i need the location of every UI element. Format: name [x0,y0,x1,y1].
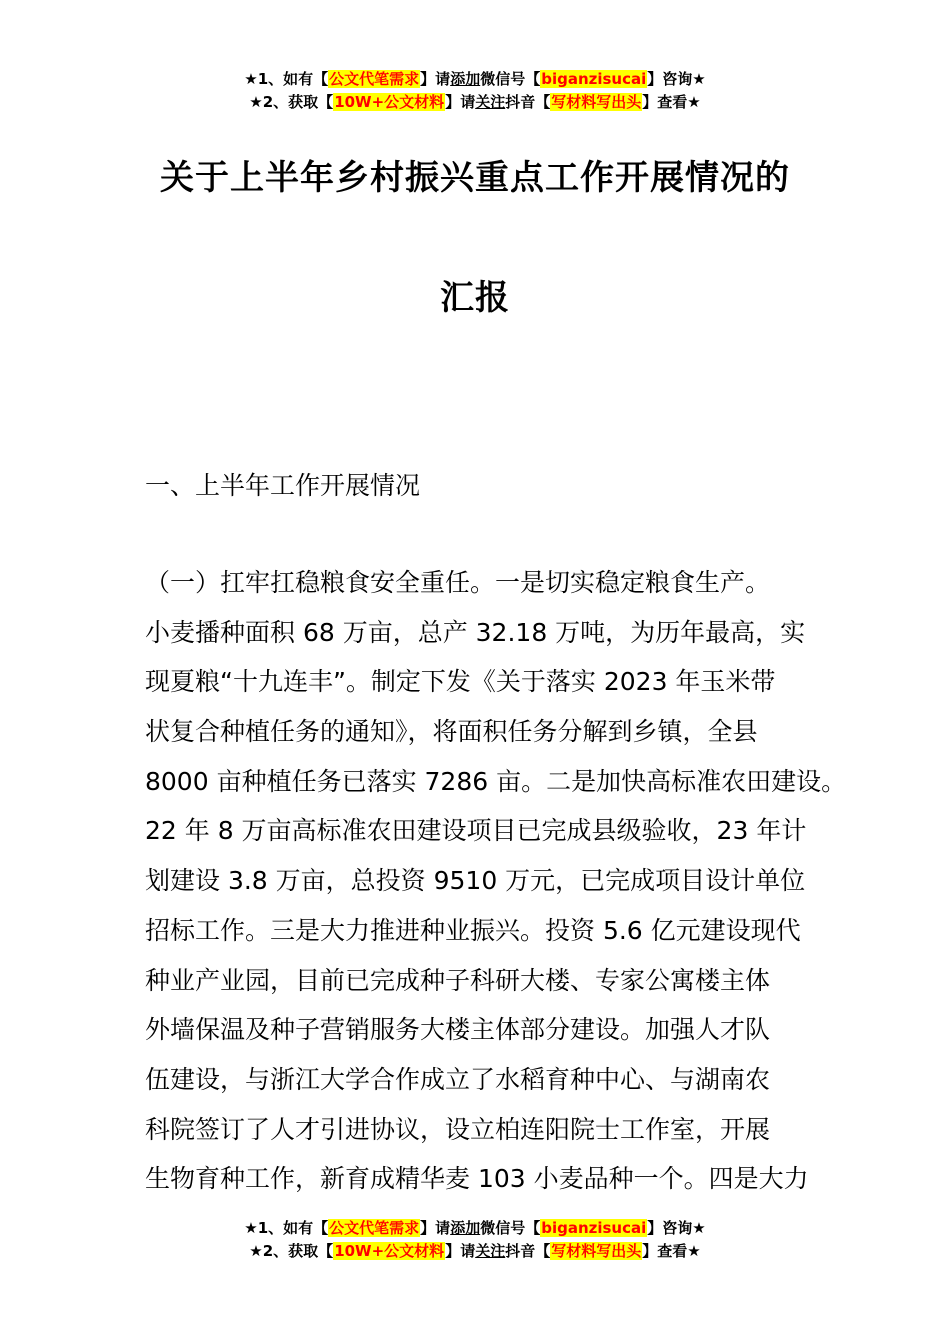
promo-line-2 [0,1240,950,1263]
body-line: 现夏粮“十九连丰”。制定下发《关于落实 2023 年玉米带 [145,667,776,697]
promo-text: ★2、获取【 [249,1242,334,1260]
body-line: 22 年 8 万亩高标准农田建设项目已完成县级验收，23 年计 [145,816,807,846]
body-line: 招标工作。三是大力推进种业振兴。投资 5.6 亿元建设现代 [145,915,801,945]
promo-text: 】咨询★ [647,1219,706,1237]
promo-highlight-materials: 10W+公文材料 [334,1242,445,1260]
promo-underlined-follow: 关注 [475,93,506,111]
body-line: 小麦播种面积 68 万亩，总产 32.18 万吨，为历年最高，实 [145,617,806,647]
promo-highlight-service: 公文代笔需求 [329,1219,420,1237]
promo-highlight-service: 公文代笔需求 [329,70,420,88]
promo-line-1 [0,1217,950,1240]
promo-banner-bottom [0,1217,950,1263]
promo-highlight-douyin: 写材料写出头 [551,1242,642,1260]
promo-text: 微信号【 [480,1219,541,1237]
promo-text: 】查看★ [642,93,701,111]
document-title-line-1: 关于上半年乡村振兴重点工作开展情况的 [160,158,790,198]
body-line: 8000 亩种植任务已落实 7286 亩。二是加快高标准农田建设。 [145,766,847,796]
promo-text: ★2、获取【 [249,93,334,111]
promo-text: 】请 [420,1219,451,1237]
promo-banner-top [0,68,950,114]
body-line: 种业产业园，目前已完成种子科研大楼、专家公寓楼主体 [145,965,771,995]
promo-highlight-materials: 10W+公文材料 [334,93,445,111]
promo-text: ★1、如有【 [244,70,329,88]
body-line: 划建设 3.8 万亩，总投资 9510 万元，已完成项目设计单位 [145,866,806,896]
promo-text: 微信号【 [480,70,541,88]
promo-highlight-wechat-id: biganzisucai [541,70,647,88]
promo-underlined-add: 添加 [450,70,481,88]
promo-text: 】咨询★ [647,70,706,88]
promo-highlight-wechat-id: biganzisucai [541,1219,647,1237]
promo-text: ★1、如有【 [244,1219,329,1237]
body-line: 状复合种植任务的通知》，将面积任务分解到乡镇，全县 [145,717,758,747]
promo-text: 】请 [445,93,476,111]
section-heading: 一、上半年工作开展情况 [145,471,421,500]
promo-text: 】查看★ [642,1242,701,1260]
promo-line-2 [0,91,950,114]
document-title-line-2: 汇报 [440,278,510,318]
promo-underlined-follow: 关注 [475,1242,506,1260]
body-line: 科院签订了人才引进协议，设立柏连阳院士工作室，开展 [145,1114,771,1144]
body-line: （一）扛牢扛稳粮食安全重任。一是切实稳定粮食生产。 [145,568,771,597]
promo-highlight-douyin: 写材料写出头 [551,93,642,111]
body-line: 伍建设，与浙江大学合作成立了水稻育种中心、与湖南农 [145,1064,771,1094]
promo-line-1 [0,68,950,91]
promo-text: 】请 [445,1242,476,1260]
body-line: 外墙保温及种子营销服务大楼主体部分建设。加强人才队 [145,1015,771,1045]
body-paragraph [145,558,847,1204]
body-line: 生物育种工作，新育成精华麦 103 小麦品种一个。四是大力 [145,1164,809,1194]
promo-underlined-add: 添加 [450,1219,481,1237]
promo-text: 抖音【 [505,93,551,111]
promo-text: 】请 [420,70,451,88]
promo-text: 抖音【 [505,1242,551,1260]
